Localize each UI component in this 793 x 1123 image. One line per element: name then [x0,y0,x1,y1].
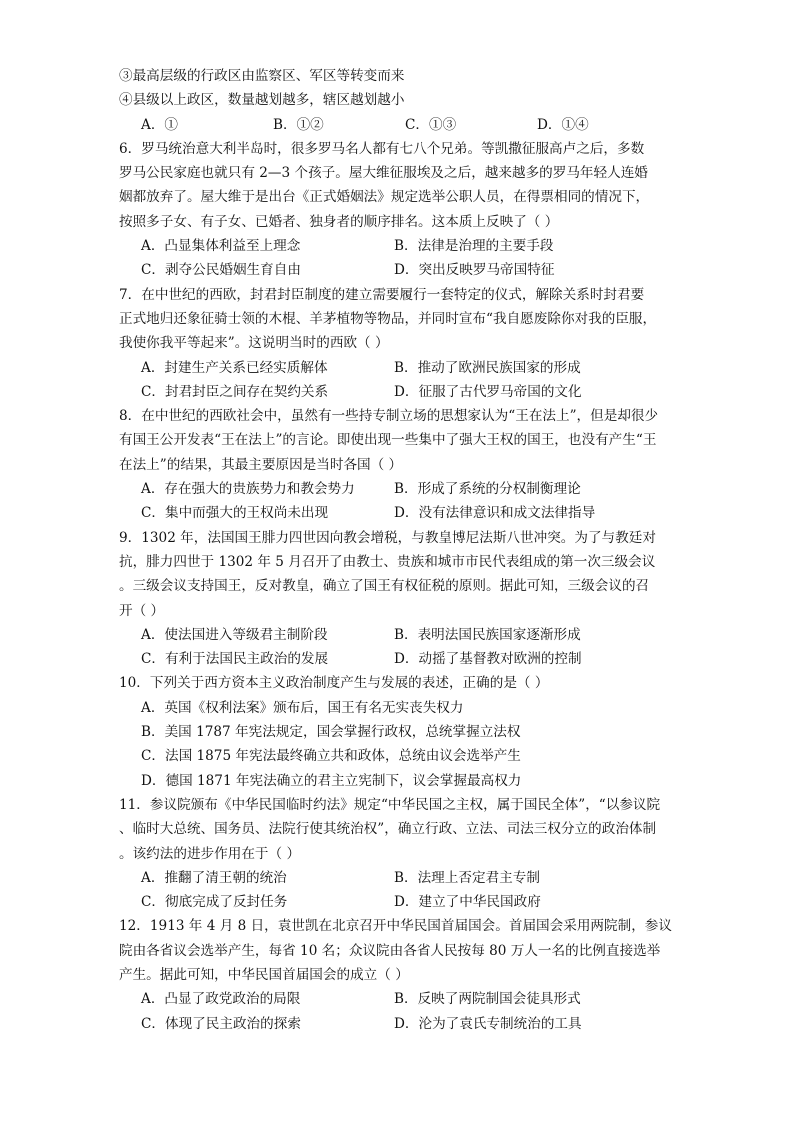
question-stem-line: 按照多子女、有子女、已婚者、独身者的顺序排名。这本质上反映了（ ） [119,213,559,230]
option-c: C．法国 1875 年宪法最终确立共和政体，总统由议会选举产生 [141,748,521,765]
option-c: C．剥夺公民婚姻生育自由 [141,262,301,279]
option-b: B．反映了两院制国会徒具形式 [394,991,581,1008]
question-stem-line: 开（ ） [119,602,165,619]
question-stem-line: 10．下列关于西方资本主义政治制度产生与发展的表述，正确的是（ ） [119,675,549,692]
question-stem-line: 产生。据此可知，中华民国首届国会的成立（ ） [119,966,409,983]
option-c: C．彻底完成了反封任务 [141,894,288,911]
option-b: B．美国 1787 年宪法规定，国会掌握行政权，总统掌握立法权 [141,724,521,741]
question-12 [119,914,679,1035]
question-11 [119,793,679,914]
option-b: B．法理上否定君主专制 [394,869,540,886]
options-row [119,647,679,671]
options-row [119,866,679,890]
page-content [119,64,679,1036]
options-row [119,987,679,1011]
q5-options [119,113,679,137]
question-stem-line: 11．参议院颁布《中华民国临时约法》规定“中华民国之主权，属于国民全体”，“以参议院 [119,796,661,813]
question-stem-line: 正式地归还象征骑士领的木棍、羊茅植物等物品，并同时宣布“我自愿废除你对我的臣服， [119,310,657,327]
q5-option-a: A．① [141,116,179,133]
option-a: A．英国《权利法案》颁布后，国王有名无实丧失权力 [141,699,464,716]
q5-option-b: B．①② [273,116,324,133]
options-row [119,477,679,501]
option-a: A．凸显了政党政治的局限 [141,991,301,1008]
options-row [119,501,679,525]
question-stem-line: 。三级会议支持国王，反对教皇，确立了国王有权征税的原则。据此可知，三级会议的召 [119,578,650,595]
q5-option-c: C．①③ [405,116,457,133]
options-row [119,356,679,380]
question-stem-line: 8．在中世纪的西欧社会中，虽然有一些持专制立场的思想家认为“王在法上”，但是却很少 [119,408,659,425]
question-stem-line: 6．罗马统治意大利半岛时，很多罗马名人都有七八个兄弟。等凯撒征服高卢之后，多数 [119,140,645,157]
options-row [119,258,679,282]
question-stem-line: 罗马公民家庭也就只有 2—3 个孩子。屋大维征服埃及之后，越来越多的罗马年轻人连婚 [119,165,648,182]
option-c: C．有利于法国民主政治的发展 [141,651,329,668]
option-d: D．动摇了基督教对欧洲的控制 [394,651,582,668]
question-stem-line: 院由各省议会选举产生，每省 10 名；众议院由各省人民按每 80 万人一名的比例直接选举 [119,942,661,959]
option-d: D．突出反映罗马帝国特征 [394,262,555,279]
question-stem-line: 7．在中世纪的西欧，封君封臣制度的建立需要履行一套特定的仪式，解除关系时封君要 [119,286,645,303]
option-b: B．形成了系统的分权制衡理论 [394,481,581,498]
question-7 [119,283,679,404]
question-10 [119,671,679,792]
question-stem-line: 我使你我平等起来”。这说明当时的西欧（ ） [119,335,389,352]
options-row [119,1012,679,1036]
question-6 [119,137,679,283]
option-d: D．沦为了袁氏专制统治的工具 [394,1015,582,1032]
question-stem-line: 抗，腓力四世于 1302 年 5 月召开了由教士、贵族和城市市民代表组成的第一次三级会议 [119,553,656,570]
option-c: C．封君封臣之间存在契约关系 [141,383,329,400]
q5-option-d: D．①④ [537,116,589,133]
option-b: B．推动了欧洲民族国家的形成 [394,359,581,376]
question-9 [119,526,679,672]
option-b: B．法律是治理的主要手段 [394,238,554,255]
option-a: A．推翻了清王朝的统治 [141,869,287,886]
option-c: C．集中而强大的王权尚未出现 [141,505,329,522]
question-stem-line: 在法上”的结果，其最主要原因是当时各国（ ） [119,456,403,473]
options-row [119,890,679,914]
option-d: D．德国 1871 年宪法确立的君主立宪制下，议会掌握最高权力 [141,772,522,789]
options-row [119,380,679,404]
question-stem-line: 、临时大总统、国务员、法院行使其统治权”，确立行政、立法、司法三权分立的政治体制 [119,821,657,838]
option-a: A．封建生产关系已经实质解体 [141,359,328,376]
option-a: A．使法国进入等级君主制阶段 [141,626,328,643]
option-d: D．没有法律意识和成文法律指导 [394,505,596,522]
question-stem-line: 9．1302 年，法国国王腓力四世因向教会增税，与教皇博尼法斯八世冲突。为了与教廷对 [119,529,656,546]
options-row [119,234,679,258]
option-d: D．建立了中华民国政府 [394,894,541,911]
question-stem-line: 。该约法的进步作用在于（ ） [119,845,301,862]
option-a: A．凸显集体利益至上理念 [141,238,301,255]
option-d: D．征服了古代罗马帝国的文化 [394,383,582,400]
question-stem-line: 12．1913 年 4 月 8 日，袁世凯在北京召开中华民国首届国会。首届国会采用两院制，参议 [119,918,672,935]
q5-statement-3: ③最高层级的行政区由监察区、军区等转变而来 [119,68,405,84]
options-row [119,623,679,647]
option-c: C．体现了民主政治的探索 [141,1015,301,1032]
q5-statement-4: ④县级以上政区，数量越划越多，辖区越划越小 [119,92,405,109]
question-8 [119,404,679,525]
option-a: A．存在强大的贵族势力和教会势力 [141,481,355,498]
question-stem-line: 有国王公开发表“王在法上”的言论。即使出现一些集中了强大王权的国王，也没有产生“王 [119,432,657,449]
question-stem-line: 姻都放弃了。屋大维于是出台《正式婚姻法》规定选举公职人员，在得票相同的情况下， [119,189,650,206]
option-b: B．表明法国民族国家逐渐形成 [394,626,581,643]
